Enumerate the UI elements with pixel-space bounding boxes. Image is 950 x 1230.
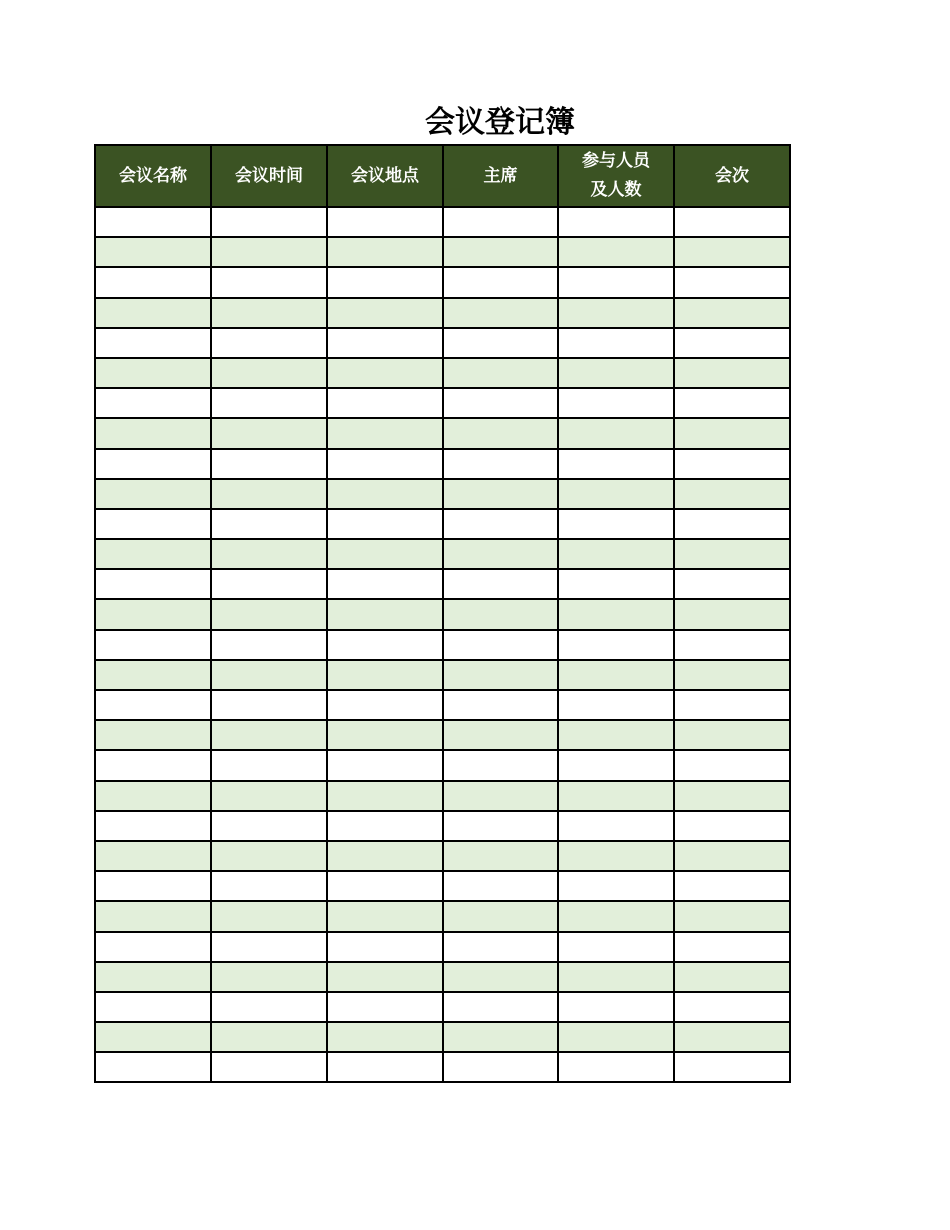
table-cell[interactable]: [211, 298, 327, 328]
table-cell[interactable]: [327, 418, 443, 448]
table-cell[interactable]: [674, 811, 790, 841]
page-title: 会议登记簿: [425, 105, 575, 140]
table-row: [95, 901, 790, 931]
table-cell[interactable]: [443, 932, 558, 962]
table-cell[interactable]: [95, 539, 211, 569]
table-cell[interactable]: [674, 207, 790, 237]
table-cell[interactable]: [674, 509, 790, 539]
table-row: [95, 720, 790, 750]
table-cell[interactable]: [327, 449, 443, 479]
table-cell[interactable]: [558, 962, 674, 992]
table-cell[interactable]: [211, 660, 327, 690]
table-cell[interactable]: [674, 358, 790, 388]
table-cell[interactable]: [558, 720, 674, 750]
table-row: [95, 599, 790, 629]
table-row: [95, 750, 790, 780]
table-cell[interactable]: [443, 449, 558, 479]
table-cell[interactable]: [327, 1052, 443, 1082]
table-cell[interactable]: [95, 992, 211, 1022]
table-cell[interactable]: [674, 599, 790, 629]
table-cell[interactable]: [327, 207, 443, 237]
table-cell[interactable]: [95, 811, 211, 841]
table-cell[interactable]: [211, 811, 327, 841]
table-cell[interactable]: [327, 992, 443, 1022]
header-participants: [558, 145, 674, 207]
table-cell[interactable]: [674, 388, 790, 418]
table-cell[interactable]: [674, 539, 790, 569]
table-cell[interactable]: [211, 207, 327, 237]
table-cell[interactable]: [558, 690, 674, 720]
table-cell[interactable]: [674, 871, 790, 901]
header-participants-line2: 及人数: [590, 180, 642, 200]
table-cell[interactable]: [558, 1052, 674, 1082]
table-cell[interactable]: [95, 207, 211, 237]
table-cell[interactable]: [211, 449, 327, 479]
table-cell[interactable]: [674, 267, 790, 297]
table-row: [95, 237, 790, 267]
table-cell[interactable]: [211, 539, 327, 569]
table-cell[interactable]: [95, 962, 211, 992]
table-cell[interactable]: [327, 1022, 443, 1052]
table-cell[interactable]: [95, 358, 211, 388]
table-cell[interactable]: [558, 750, 674, 780]
table-cell[interactable]: [211, 932, 327, 962]
table-cell[interactable]: [327, 569, 443, 599]
header-chair: 主席: [443, 145, 558, 207]
table-row: [95, 358, 790, 388]
table-cell[interactable]: [443, 328, 558, 358]
table-cell[interactable]: [95, 1052, 211, 1082]
table-cell[interactable]: [443, 720, 558, 750]
table-cell[interactable]: [95, 750, 211, 780]
table-cell[interactable]: [558, 1022, 674, 1052]
table-cell[interactable]: [95, 388, 211, 418]
header-meeting-name: 会议名称: [95, 145, 211, 207]
table-cell[interactable]: [674, 449, 790, 479]
table-cell[interactable]: [558, 509, 674, 539]
table-cell[interactable]: [674, 328, 790, 358]
table-cell[interactable]: [443, 237, 558, 267]
table-cell[interactable]: [443, 962, 558, 992]
table-cell[interactable]: [443, 267, 558, 297]
table-cell[interactable]: [558, 569, 674, 599]
table-cell[interactable]: [95, 237, 211, 267]
table-cell[interactable]: [443, 811, 558, 841]
table-row: [95, 298, 790, 328]
table-cell[interactable]: [443, 901, 558, 931]
table-cell[interactable]: [558, 328, 674, 358]
header-meeting-location: 会议地点: [327, 145, 443, 207]
table-cell[interactable]: [558, 358, 674, 388]
table-cell[interactable]: [211, 599, 327, 629]
table-row: [95, 690, 790, 720]
table-cell[interactable]: [95, 509, 211, 539]
header-session: 会次: [674, 145, 790, 207]
table-row: [95, 418, 790, 448]
table-cell[interactable]: [558, 207, 674, 237]
table-cell[interactable]: [674, 1052, 790, 1082]
table-cell[interactable]: [95, 298, 211, 328]
table-cell[interactable]: [674, 298, 790, 328]
table-cell[interactable]: [327, 690, 443, 720]
table-cell[interactable]: [327, 781, 443, 811]
table-cell[interactable]: [674, 690, 790, 720]
table-cell[interactable]: [558, 992, 674, 1022]
table-cell[interactable]: [95, 630, 211, 660]
table-cell[interactable]: [211, 328, 327, 358]
table-row: [95, 449, 790, 479]
table-cell[interactable]: [674, 237, 790, 267]
table-cell[interactable]: [674, 992, 790, 1022]
table-cell[interactable]: [327, 630, 443, 660]
table-cell[interactable]: [211, 418, 327, 448]
table-row: [95, 267, 790, 297]
table-cell[interactable]: [443, 418, 558, 448]
table-row: [95, 1022, 790, 1052]
table-cell[interactable]: [443, 871, 558, 901]
table-cell[interactable]: [443, 750, 558, 780]
table-cell[interactable]: [327, 720, 443, 750]
header-meeting-time: 会议时间: [211, 145, 327, 207]
table-cell[interactable]: [674, 630, 790, 660]
table-cell[interactable]: [211, 569, 327, 599]
table-cell[interactable]: [211, 750, 327, 780]
table-cell[interactable]: [95, 901, 211, 931]
table-cell[interactable]: [558, 841, 674, 871]
table-cell[interactable]: [674, 569, 790, 599]
table-cell[interactable]: [211, 1022, 327, 1052]
table-cell[interactable]: [211, 871, 327, 901]
table-cell[interactable]: [95, 871, 211, 901]
table-cell[interactable]: [327, 358, 443, 388]
table-row: [95, 871, 790, 901]
table-cell[interactable]: [443, 388, 558, 418]
table-cell[interactable]: [211, 479, 327, 509]
table-row: [95, 479, 790, 509]
table-cell[interactable]: [674, 660, 790, 690]
table-row: [95, 932, 790, 962]
table-cell[interactable]: [443, 660, 558, 690]
table-cell[interactable]: [674, 418, 790, 448]
table-cell[interactable]: [443, 992, 558, 1022]
table-cell[interactable]: [95, 479, 211, 509]
table-cell[interactable]: [95, 660, 211, 690]
table-row: [95, 328, 790, 358]
table-cell[interactable]: [443, 479, 558, 509]
table-cell[interactable]: [327, 388, 443, 418]
table-cell[interactable]: [327, 901, 443, 931]
table-row: [95, 630, 790, 660]
table-cell[interactable]: [674, 479, 790, 509]
table-cell[interactable]: [327, 479, 443, 509]
table-cell[interactable]: [95, 599, 211, 629]
table-cell[interactable]: [327, 298, 443, 328]
table-cell[interactable]: [327, 841, 443, 871]
table-cell[interactable]: [558, 630, 674, 660]
table-row: [95, 992, 790, 1022]
table-cell[interactable]: [558, 267, 674, 297]
table-cell[interactable]: [95, 690, 211, 720]
table-cell[interactable]: [95, 328, 211, 358]
table-cell[interactable]: [558, 388, 674, 418]
table-cell[interactable]: [558, 932, 674, 962]
table-header-row: [95, 145, 790, 207]
table-cell[interactable]: [558, 871, 674, 901]
table-cell[interactable]: [95, 418, 211, 448]
table-row: [95, 660, 790, 690]
table-cell[interactable]: [674, 720, 790, 750]
table-cell[interactable]: [558, 539, 674, 569]
table-cell[interactable]: [327, 237, 443, 267]
table-cell[interactable]: [95, 932, 211, 962]
table-cell[interactable]: [443, 841, 558, 871]
table-cell[interactable]: [327, 871, 443, 901]
table-cell[interactable]: [95, 267, 211, 297]
table-cell[interactable]: [558, 901, 674, 931]
table-cell[interactable]: [327, 962, 443, 992]
table-cell[interactable]: [327, 750, 443, 780]
table-cell[interactable]: [674, 781, 790, 811]
table-cell[interactable]: [443, 539, 558, 569]
table-row: [95, 509, 790, 539]
table-cell[interactable]: [558, 781, 674, 811]
table-cell[interactable]: [443, 358, 558, 388]
table-cell[interactable]: [443, 630, 558, 660]
table-cell[interactable]: [327, 932, 443, 962]
table-cell[interactable]: [211, 690, 327, 720]
table-cell[interactable]: [443, 1022, 558, 1052]
table-body: [95, 207, 790, 1082]
table-row: [95, 841, 790, 871]
table-cell[interactable]: [211, 237, 327, 267]
table-row: [95, 388, 790, 418]
table-cell[interactable]: [211, 267, 327, 297]
table-cell[interactable]: [443, 569, 558, 599]
table-row: [95, 207, 790, 237]
table-cell[interactable]: [558, 660, 674, 690]
table-cell[interactable]: [211, 388, 327, 418]
table-row: [95, 569, 790, 599]
table-cell[interactable]: [558, 449, 674, 479]
table-cell[interactable]: [211, 962, 327, 992]
table-cell[interactable]: [558, 418, 674, 448]
table-cell[interactable]: [558, 599, 674, 629]
table-cell[interactable]: [211, 358, 327, 388]
table-row: [95, 1052, 790, 1082]
table-cell[interactable]: [327, 509, 443, 539]
table-cell[interactable]: [211, 509, 327, 539]
table-cell[interactable]: [211, 781, 327, 811]
table-cell[interactable]: [674, 750, 790, 780]
table-cell[interactable]: [327, 660, 443, 690]
table-cell[interactable]: [327, 811, 443, 841]
table-cell[interactable]: [211, 720, 327, 750]
table-cell[interactable]: [443, 781, 558, 811]
table-cell[interactable]: [674, 1022, 790, 1052]
table-cell[interactable]: [211, 1052, 327, 1082]
table-cell[interactable]: [211, 992, 327, 1022]
table-cell[interactable]: [95, 720, 211, 750]
table-cell[interactable]: [95, 1022, 211, 1052]
table-cell[interactable]: [211, 901, 327, 931]
table-cell[interactable]: [95, 841, 211, 871]
table-cell[interactable]: [95, 449, 211, 479]
table-cell[interactable]: [443, 690, 558, 720]
table-cell[interactable]: [674, 932, 790, 962]
table-row: [95, 781, 790, 811]
meeting-register-table: [94, 144, 791, 1083]
table-cell[interactable]: [558, 479, 674, 509]
table-row: [95, 962, 790, 992]
table-cell[interactable]: [558, 298, 674, 328]
table-cell[interactable]: [443, 599, 558, 629]
table-cell[interactable]: [327, 267, 443, 297]
table-row: [95, 811, 790, 841]
table-cell[interactable]: [95, 569, 211, 599]
table-cell[interactable]: [443, 509, 558, 539]
table-cell[interactable]: [443, 298, 558, 328]
table-cell[interactable]: [674, 901, 790, 931]
table-cell[interactable]: [558, 237, 674, 267]
table-cell[interactable]: [558, 811, 674, 841]
table-cell[interactable]: [95, 781, 211, 811]
header-participants-line1: 参与人员: [582, 151, 650, 171]
table-cell[interactable]: [211, 630, 327, 660]
table-cell[interactable]: [443, 207, 558, 237]
table-cell[interactable]: [443, 1052, 558, 1082]
table-cell[interactable]: [674, 962, 790, 992]
table-cell[interactable]: [674, 841, 790, 871]
table-cell[interactable]: [211, 841, 327, 871]
table-cell[interactable]: [327, 328, 443, 358]
table-cell[interactable]: [327, 539, 443, 569]
table-cell[interactable]: [327, 599, 443, 629]
table-row: [95, 539, 790, 569]
